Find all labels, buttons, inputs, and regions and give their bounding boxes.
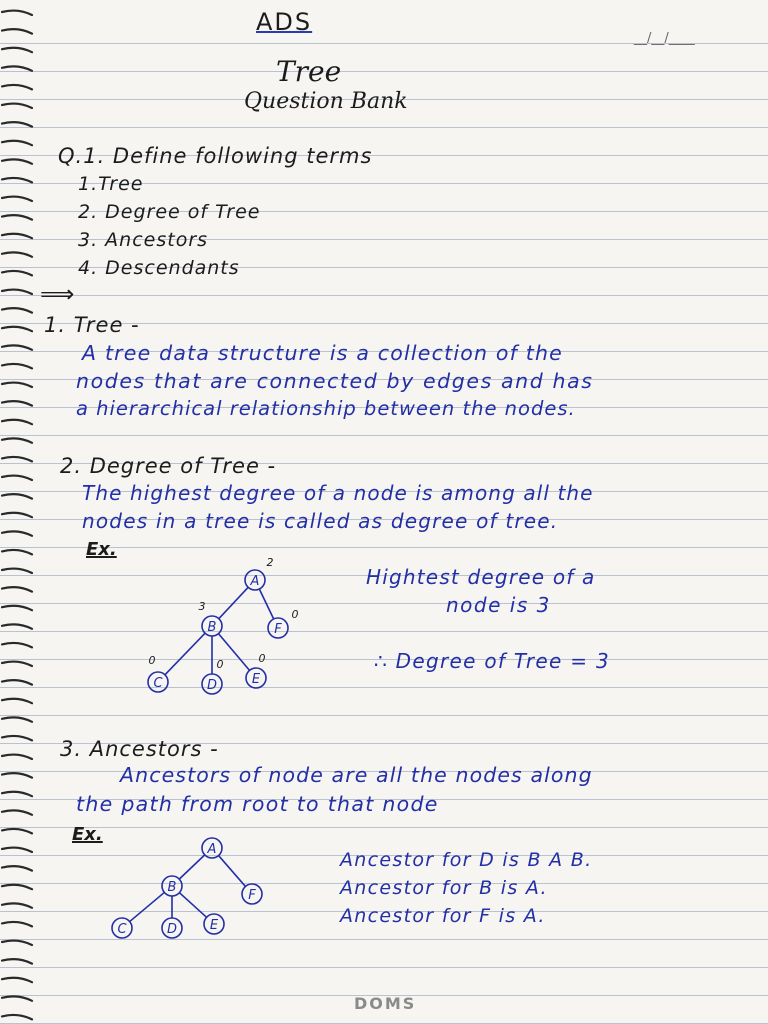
- tree-node-label-C: C: [117, 922, 127, 937]
- tree-edge-B-C: [165, 633, 205, 675]
- binding-ring: [2, 85, 32, 89]
- tree-node-label-B: B: [207, 620, 217, 635]
- degree-conclusion: ∴ Degree of Tree = 3: [374, 649, 610, 673]
- binding-ring: [2, 792, 32, 796]
- section-tree-line-1: A tree data structure is a collection of the: [82, 341, 563, 365]
- tree-node-degree-D: 0: [216, 658, 224, 671]
- binding-ring: [2, 364, 32, 368]
- binding-ring: [2, 662, 32, 666]
- section-ancestors-line-1: Ancestors of node are all the nodes along: [120, 763, 593, 787]
- tree-node-label-F: F: [248, 888, 256, 903]
- binding-ring: [2, 773, 32, 777]
- binding-ring: [2, 550, 32, 554]
- question-item-3: 3. Ancestors: [78, 229, 209, 251]
- binding-ring: [2, 29, 32, 33]
- section-tree-heading: [44, 315, 140, 336]
- binding-ring: [2, 829, 32, 833]
- question-item-4: 4. Descendants: [78, 257, 240, 279]
- binding-ring: [2, 345, 32, 349]
- section-degree-line-1: The highest degree of a node is among all the: [82, 481, 594, 505]
- binding-ring: [2, 457, 32, 461]
- page-title: Tree: [276, 55, 342, 88]
- binding-ring: [2, 234, 32, 238]
- binding-ring: [2, 141, 32, 145]
- binding-ring: [2, 717, 32, 721]
- question-text: Q.1. Define following terms: [58, 144, 373, 168]
- binding-ring: [2, 308, 32, 312]
- binding-ring: [2, 587, 32, 591]
- section-degree-heading: 2. Degree of Tree -: [60, 454, 277, 478]
- tree-edge-A-B: [179, 855, 205, 879]
- binding-ring: [2, 531, 32, 535]
- binding-ring: [2, 959, 32, 963]
- binding-ring: [2, 866, 32, 870]
- page-subtitle: Question Bank: [244, 89, 408, 114]
- binding-ring: [2, 1015, 32, 1019]
- tree-node-label-E: E: [209, 918, 219, 933]
- binding-ring: [2, 736, 32, 740]
- binding-ring: [2, 215, 32, 219]
- binding-ring: [2, 996, 32, 1000]
- degree-note-line-1: Hightest degree of a: [366, 565, 596, 589]
- binding-ring: [2, 755, 32, 759]
- question-item-1: 1.Tree: [78, 173, 144, 195]
- tree-node-label-B: B: [167, 880, 177, 895]
- binding-ring: [2, 848, 32, 852]
- ancestor-answer-3: Ancestor for F is A.: [340, 905, 546, 927]
- binding-ring: [2, 606, 32, 610]
- binding-ring: [2, 903, 32, 907]
- binding-ring: [2, 978, 32, 982]
- tree-edge-B-C: [130, 892, 165, 921]
- tree-node-label-F: F: [274, 622, 282, 637]
- binding-ring: [2, 11, 32, 15]
- section-tree-line-2: nodes that are connected by edges and has: [76, 369, 594, 393]
- tree-node-label-A: A: [250, 574, 260, 589]
- binding-ring: [2, 383, 32, 387]
- binding-ring: [2, 513, 32, 517]
- binding-ring: [2, 290, 32, 294]
- binding-ring: [2, 680, 32, 684]
- tree-node-label-E: E: [251, 672, 261, 687]
- binding-ring: [2, 569, 32, 573]
- section-tree-line-3: a hierarchical relationship between the nodes.: [76, 397, 576, 420]
- binding-ring: [2, 494, 32, 498]
- binding-ring: [2, 48, 32, 52]
- binding-ring: [2, 643, 32, 647]
- tree-edge-A-F: [259, 589, 273, 619]
- tree-node-degree-A: 2: [266, 556, 274, 569]
- answer-arrow: ⟹: [40, 280, 75, 308]
- tree-node-label-D: D: [166, 922, 178, 937]
- binding-ring: [2, 420, 32, 424]
- binding-ring: [2, 476, 32, 480]
- binding-ring: [2, 66, 32, 70]
- binding-ring: [2, 122, 32, 126]
- tree-node-label-A: A: [207, 842, 217, 857]
- binding-ring: [2, 159, 32, 163]
- binding-ring: [2, 104, 32, 108]
- tree-edge-A-F: [219, 856, 246, 887]
- brand-logo: DOMS: [354, 994, 417, 1013]
- binding-ring: [2, 885, 32, 889]
- degree-tree-diagram: [130, 558, 310, 698]
- tree-edge-B-E: [179, 893, 206, 918]
- binding-ring: [2, 271, 32, 275]
- binding-ring: [2, 197, 32, 201]
- spiral-binding: [0, 0, 40, 1024]
- tree-node-degree-F: 0: [291, 608, 299, 621]
- binding-ring: [2, 624, 32, 628]
- subject-title: ADS: [256, 8, 313, 36]
- binding-ring: [2, 438, 32, 442]
- binding-ring: [2, 922, 32, 926]
- tree-node-label-D: D: [206, 678, 218, 693]
- section-ancestors-example-label: Ex.: [72, 824, 103, 845]
- section-ancestors-line-2: the path from root to that node: [76, 792, 439, 816]
- ancestor-answer-2: Ancestor for B is A.: [340, 877, 548, 899]
- binding-ring: [2, 327, 32, 331]
- binding-ring: [2, 699, 32, 703]
- tree-node-label-C: C: [153, 676, 163, 691]
- question-item-2: 2. Degree of Tree: [78, 201, 261, 223]
- binding-ring: [2, 252, 32, 256]
- ancestor-answer-1: Ancestor for D is B A B.: [340, 849, 593, 871]
- tree-edge-A-B: [219, 587, 248, 618]
- section-tree-heading-text: 1. Tree -: [44, 313, 140, 337]
- section-ancestors-heading: 3. Ancestors -: [60, 737, 219, 761]
- tree-node-degree-C: 0: [148, 654, 156, 667]
- tree-node-degree-E: 0: [258, 652, 266, 665]
- section-degree-example-label: Ex.: [86, 539, 117, 560]
- date-blank: __/__/____: [634, 31, 695, 46]
- binding-ring: [2, 941, 32, 945]
- binding-ring: [2, 401, 32, 405]
- binding-ring: [2, 810, 32, 814]
- section-degree-line-2: nodes in a tree is called as degree of tree.: [82, 509, 559, 533]
- ancestor-tree-diagram: [102, 834, 282, 944]
- degree-note-line-2: node is 3: [446, 593, 551, 617]
- binding-ring: [2, 178, 32, 182]
- tree-node-degree-B: 3: [198, 600, 206, 613]
